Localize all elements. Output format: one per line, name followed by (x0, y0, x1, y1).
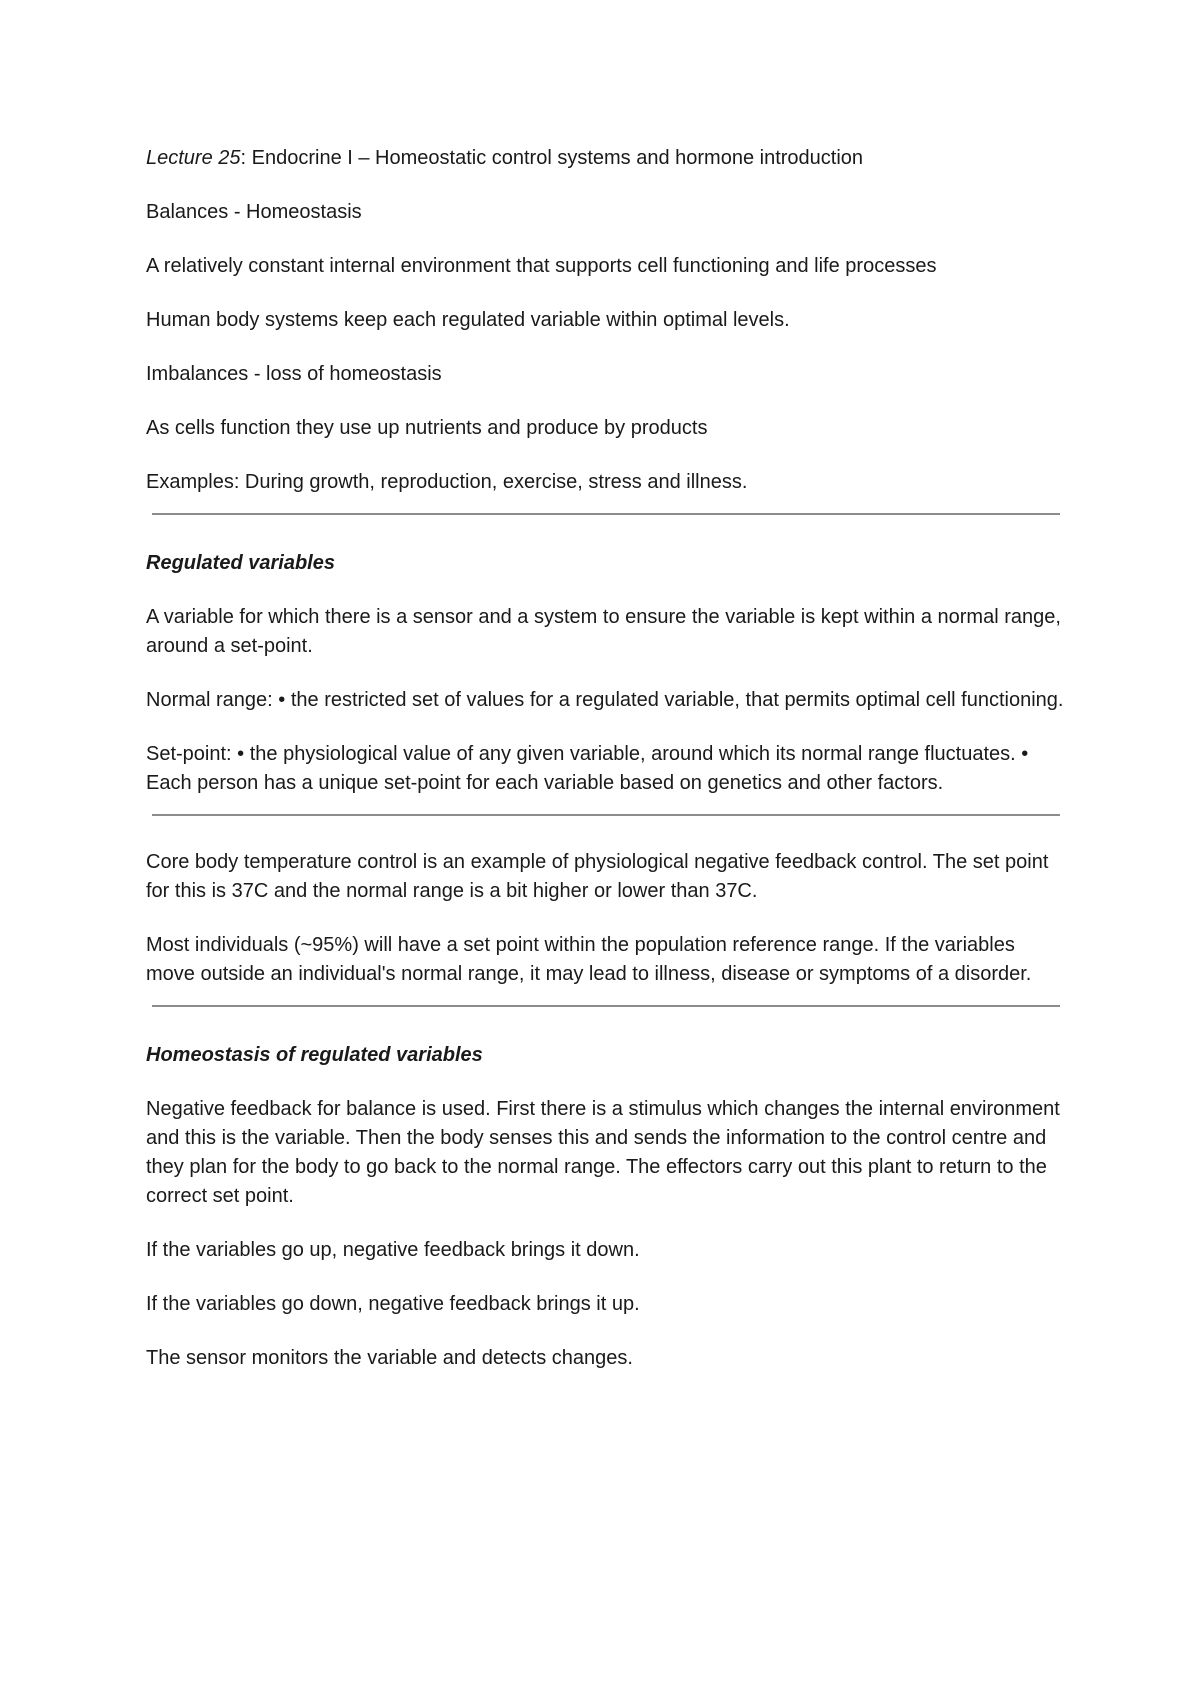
negative-feedback-paragraph: Negative feedback for balance is used. First there is a stimulus which changes the internal environment and this is the variable. Then the body senses this and sends the information to the control centre and they plan for the body to go back to the normal range. The effectors carry out this plant to return to the correct set point. (146, 1098, 1060, 1207)
document-page (146, 144, 1066, 1398)
regulated-variables-heading: Regulated variables (146, 552, 335, 574)
body-systems-line: Human body systems keep each regulated variable within optimal levels. (146, 309, 790, 331)
cells-line: As cells function they use up nutrients and produce by products (146, 417, 708, 439)
lecture-title (146, 144, 1066, 173)
section-divider (152, 1005, 1060, 1007)
normal-range-definition: Normal range: • the restricted set of values for a regulated variable, that permits optimal cell functioning. (146, 689, 1064, 711)
section-divider (152, 513, 1060, 515)
set-point-definition: Set-point: • the physiological value of any given variable, around which its normal range fluctuates. • Each person has a unique set-point for each variable based on genetics and other factors. (146, 743, 1029, 794)
balances-line: Balances - Homeostasis (146, 201, 362, 223)
lecture-number: Lecture 25 (146, 147, 241, 169)
homeostasis-heading: Homeostasis of regulated variables (146, 1044, 483, 1066)
sensor-line: The sensor monitors the variable and detects changes. (146, 1347, 633, 1369)
homeostasis-definition: A relatively constant internal environment that supports cell functioning and life processes (146, 255, 937, 277)
regulated-variable-definition: A variable for which there is a sensor and a system to ensure the variable is kept within a normal range, around a set-point. (146, 606, 1061, 657)
section-divider (152, 814, 1060, 816)
variables-down-line: If the variables go down, negative feedback brings it up. (146, 1293, 640, 1315)
imbalances-line: Imbalances - loss of homeostasis (146, 363, 442, 385)
examples-line: Examples: During growth, reproduction, exercise, stress and illness. (146, 471, 748, 493)
variables-up-line: If the variables go up, negative feedback brings it down. (146, 1239, 640, 1261)
reference-range-paragraph: Most individuals (~95%) will have a set point within the population reference range. If the variables move outside an individual's normal range, it may lead to illness, disease or symptoms of a disorder. (146, 934, 1032, 985)
lecture-topic: : Endocrine I – Homeostatic control systems and hormone introduction (240, 147, 864, 169)
core-temperature-paragraph: Core body temperature control is an example of physiological negative feedback control. The set point for this is 37C and the normal range is a bit higher or lower than 37C. (146, 851, 1049, 902)
